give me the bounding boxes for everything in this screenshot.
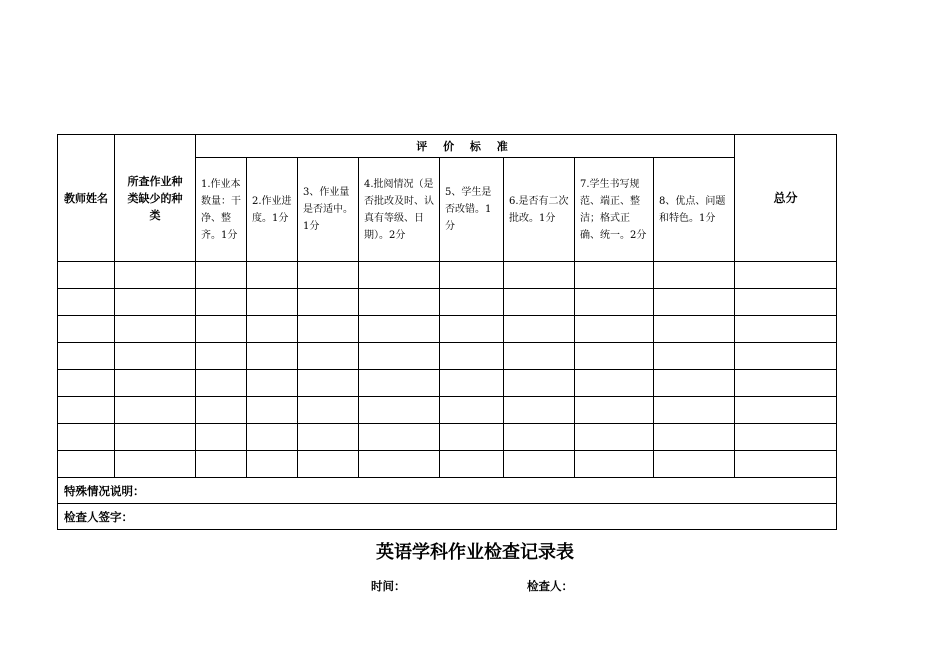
table-cell[interactable] <box>735 289 837 316</box>
table-cell[interactable] <box>247 451 298 478</box>
table-row <box>58 397 837 424</box>
table-cell[interactable] <box>654 262 735 289</box>
total-score-header: 总分 <box>735 135 837 262</box>
table-cell[interactable] <box>298 397 359 424</box>
table-row <box>58 451 837 478</box>
table-row <box>58 289 837 316</box>
table-cell[interactable] <box>575 343 654 370</box>
table-cell[interactable] <box>440 289 504 316</box>
table-cell[interactable] <box>575 451 654 478</box>
table-cell[interactable] <box>247 262 298 289</box>
table-row <box>58 262 837 289</box>
table-cell[interactable] <box>654 424 735 451</box>
table-cell[interactable] <box>196 424 247 451</box>
table-cell[interactable] <box>196 397 247 424</box>
table-cell[interactable] <box>359 370 440 397</box>
table-cell[interactable] <box>196 343 247 370</box>
table-cell[interactable] <box>247 424 298 451</box>
table-cell[interactable] <box>654 289 735 316</box>
table-cell[interactable] <box>654 397 735 424</box>
table-cell[interactable] <box>58 424 115 451</box>
table-cell[interactable] <box>575 424 654 451</box>
table-cell[interactable] <box>654 370 735 397</box>
table-cell[interactable] <box>440 451 504 478</box>
homework-type-header: 所查作业种类缺少的种类 <box>115 135 196 262</box>
table-row <box>58 424 837 451</box>
table-row <box>58 343 837 370</box>
table-cell[interactable] <box>298 451 359 478</box>
table-cell[interactable] <box>247 343 298 370</box>
table-cell[interactable] <box>504 451 575 478</box>
table-row <box>58 370 837 397</box>
teacher-name-header: 教师姓名 <box>58 135 115 262</box>
table-cell[interactable] <box>359 343 440 370</box>
time-label: 时间： <box>371 579 406 593</box>
record-rows <box>58 262 837 478</box>
table-cell[interactable] <box>440 343 504 370</box>
table-cell[interactable] <box>504 370 575 397</box>
table-cell[interactable] <box>298 262 359 289</box>
special-note-label: 特殊情况说明： <box>58 478 837 504</box>
table-cell[interactable] <box>735 370 837 397</box>
table-cell[interactable] <box>654 451 735 478</box>
table-cell[interactable] <box>440 397 504 424</box>
inspection-record-table <box>57 134 837 530</box>
table-cell[interactable] <box>196 451 247 478</box>
table-cell[interactable] <box>298 316 359 343</box>
table-cell[interactable] <box>504 397 575 424</box>
table-cell[interactable] <box>504 262 575 289</box>
table-cell[interactable] <box>575 316 654 343</box>
table-cell[interactable] <box>359 397 440 424</box>
table-cell[interactable] <box>58 343 115 370</box>
table-cell[interactable] <box>504 289 575 316</box>
table-cell[interactable] <box>115 451 196 478</box>
table-cell[interactable] <box>247 289 298 316</box>
table-cell[interactable] <box>504 316 575 343</box>
table-cell[interactable] <box>440 262 504 289</box>
table-cell[interactable] <box>196 289 247 316</box>
criterion-4: 4.批阅情况（是否批改及时、认真有等级、日期）。2分 <box>359 158 440 262</box>
table-cell[interactable] <box>58 451 115 478</box>
table-cell[interactable] <box>298 424 359 451</box>
table-cell[interactable] <box>359 424 440 451</box>
table-cell[interactable] <box>58 397 115 424</box>
inspector-label: 检查人： <box>527 579 573 593</box>
table-cell[interactable] <box>440 370 504 397</box>
table-cell[interactable] <box>115 262 196 289</box>
table-cell[interactable] <box>115 370 196 397</box>
criterion-1: 1.作业本数量：干净、整齐。1分 <box>196 158 247 262</box>
table-cell[interactable] <box>247 316 298 343</box>
table-cell[interactable] <box>298 289 359 316</box>
table-cell[interactable] <box>575 262 654 289</box>
criterion-8: 8、优点、问题和特色。1分 <box>654 158 735 262</box>
table-cell[interactable] <box>115 289 196 316</box>
table-cell[interactable] <box>196 370 247 397</box>
table-cell[interactable] <box>298 370 359 397</box>
table-cell[interactable] <box>58 316 115 343</box>
inspector-sign-label: 检查人签字： <box>58 504 837 530</box>
table-cell[interactable] <box>735 397 837 424</box>
table-cell[interactable] <box>247 370 298 397</box>
criteria-title: 评 价 标 准 <box>196 135 735 158</box>
table-cell[interactable] <box>735 451 837 478</box>
table-cell[interactable] <box>58 262 115 289</box>
table-row <box>58 316 837 343</box>
table-cell[interactable] <box>196 262 247 289</box>
page-title: 英语学科作业检查记录表 <box>376 542 574 563</box>
criterion-5: 5、学生是否改错。1分 <box>440 158 504 262</box>
criterion-6: 6.是否有二次批改。1分 <box>504 158 575 262</box>
table-cell[interactable] <box>115 343 196 370</box>
criterion-7: 7.学生书写规范、端正、整洁；格式正确、统一。2分 <box>575 158 654 262</box>
table-cell[interactable] <box>654 316 735 343</box>
table-cell[interactable] <box>735 424 837 451</box>
table-cell[interactable] <box>735 262 837 289</box>
table-cell[interactable] <box>575 397 654 424</box>
table-cell[interactable] <box>58 289 115 316</box>
table-cell[interactable] <box>359 316 440 343</box>
table-cell[interactable] <box>115 316 196 343</box>
table-cell[interactable] <box>440 424 504 451</box>
table-cell[interactable] <box>359 289 440 316</box>
table-cell[interactable] <box>735 343 837 370</box>
table-cell[interactable] <box>654 343 735 370</box>
table-cell[interactable] <box>298 343 359 370</box>
table-cell[interactable] <box>735 316 837 343</box>
table-cell[interactable] <box>504 343 575 370</box>
table-cell[interactable] <box>359 262 440 289</box>
table-cell[interactable] <box>247 397 298 424</box>
table-cell[interactable] <box>359 451 440 478</box>
criterion-2: 2.作业进度。1分 <box>247 158 298 262</box>
table-cell[interactable] <box>196 316 247 343</box>
table-cell[interactable] <box>440 316 504 343</box>
table-cell[interactable] <box>58 370 115 397</box>
table-cell[interactable] <box>504 424 575 451</box>
table-cell[interactable] <box>115 397 196 424</box>
criterion-3: 3、作业量是否适中。1分 <box>298 158 359 262</box>
table-cell[interactable] <box>115 424 196 451</box>
table-cell[interactable] <box>575 289 654 316</box>
table-cell[interactable] <box>575 370 654 397</box>
